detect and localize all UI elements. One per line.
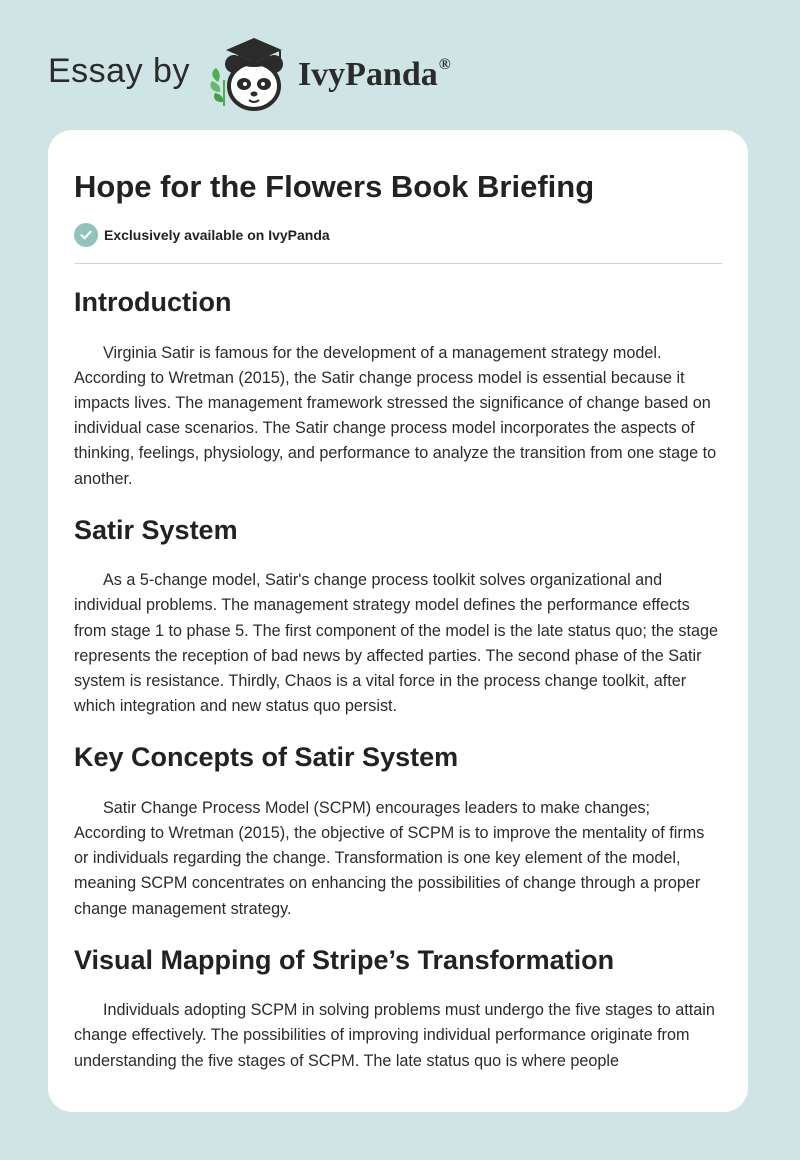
site-header [48,34,451,114]
essay-card [48,130,748,1112]
section-heading: Satir System [74,514,238,545]
section-paragraph: As a 5-change model, Satir's change process toolkit solves organizational and individual problems. The management strategy model defines the performance effects from stage 1 to phase 5. The first component of the model is the late status quo; the stage represents the reception of bad news by affected parties. The second phase of the Satir system is resistance. Thirdly, Chaos is a vital force in the process change toolkit, after which integration and new status quo persist. [74,571,718,716]
section-satir-system [74,514,722,720]
section-heading: Visual Mapping of Stripe’s Transformation [74,944,615,975]
brand-name[interactable] [298,56,451,94]
panda-graduate-logo-icon[interactable] [204,34,296,114]
section-heading: Key Concepts of Satir System [74,742,459,773]
section-introduction [74,286,722,492]
exclusive-badge-label: Exclusively available on IvyPanda [104,227,330,244]
section-visual-mapping [74,944,722,1074]
essay-by-label: Essay by [48,51,190,90]
section-paragraph: Satir Change Process Model (SCPM) encourages leaders to make changes; According to Wretman (2015), the objective of SCPM is to improve the mentality of firms or individuals regarding the change. Transformation is one key element of the model, meaning SCPM concentrates on enhancing the possibilities of change through a proper change management strategy. [74,798,705,918]
registered-mark: ® [438,55,451,73]
brand-label: IvyPanda [297,56,438,93]
section-paragraph: Virginia Satir is famous for the development of a management strategy model. According to Wretman (2015), the Satir change process model is essential because it impacts lives. The management framework stressed the significance of change based on individual case scenarios. The Satir change process model incorporates the aspects of thinking, feelings, physiology, and performance to analyze the transition from one stage to another. [74,343,717,488]
check-circle-icon [74,223,98,247]
title-divider [74,263,722,264]
section-heading: Introduction [74,287,232,318]
exclusive-badge [74,223,722,247]
section-paragraph: Individuals adopting SCPM in solving problems must undergo the five stages to attain change effectively. The possibilities of improving individual performance originate from understanding the five stages of SCPM. The late status quo is where people [74,1001,715,1070]
essay-title: Hope for the Flowers Book Briefing [74,169,595,204]
section-key-concepts [74,741,722,921]
